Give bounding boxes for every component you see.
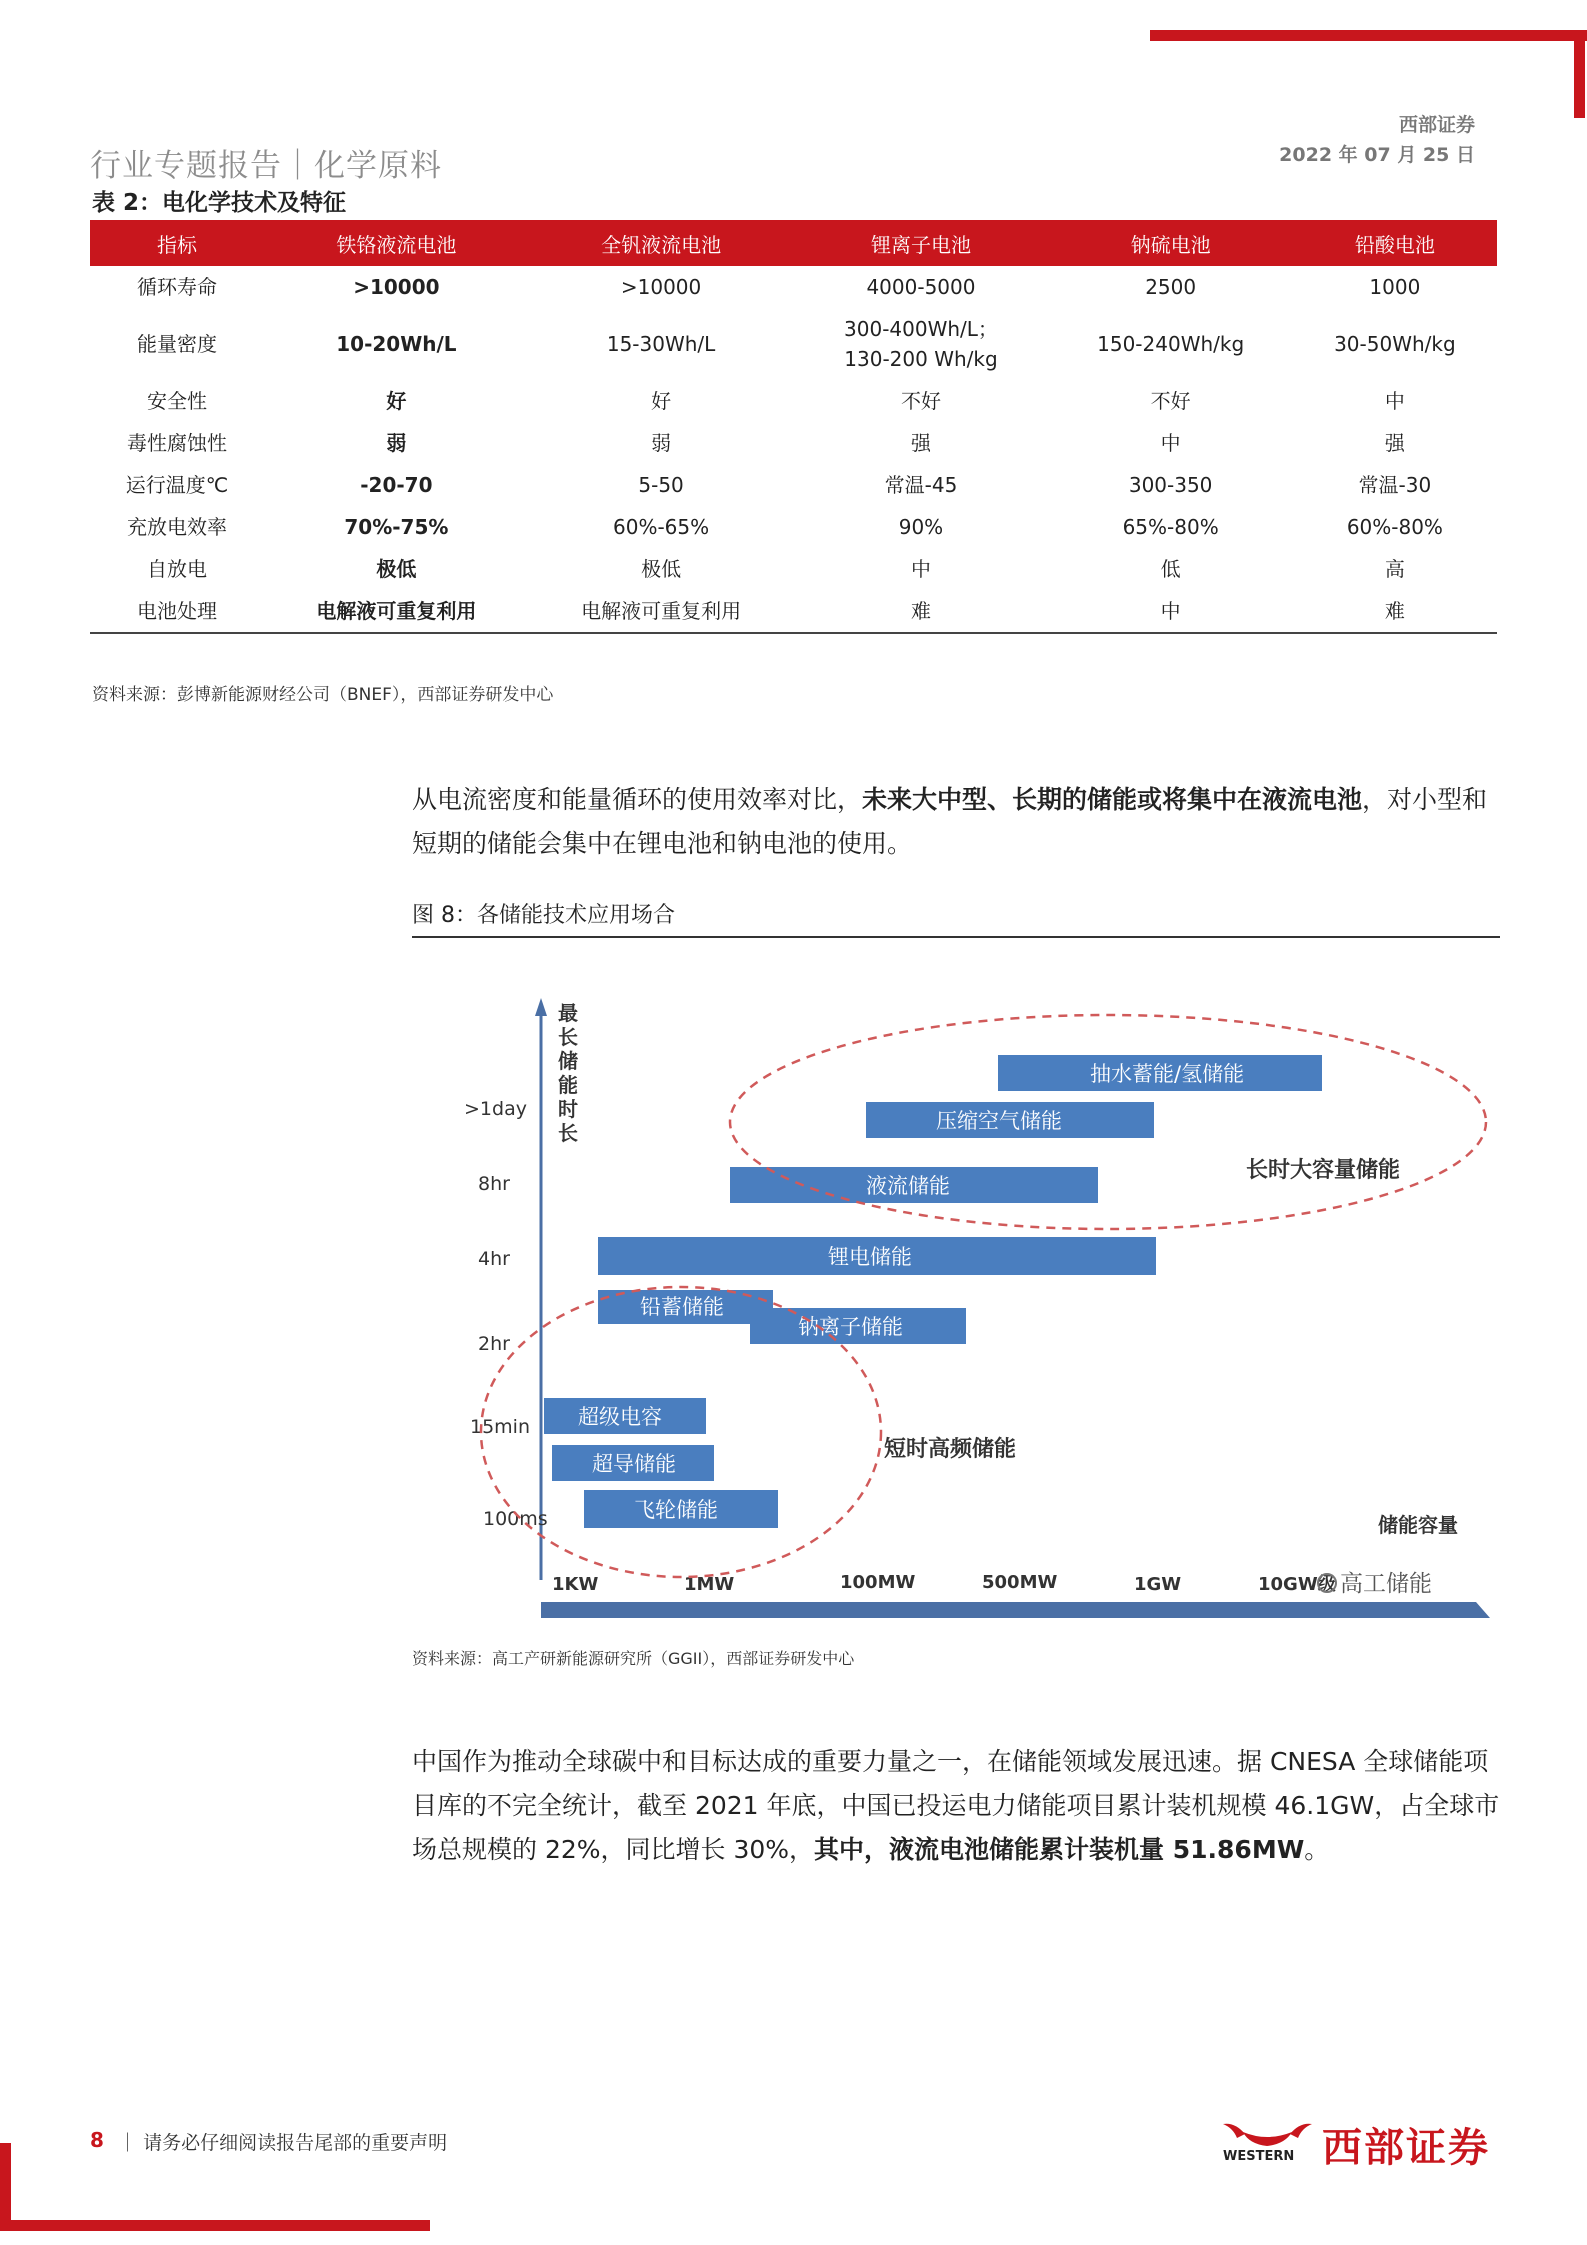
table-header-cell: 锂离子电池 xyxy=(793,220,1048,266)
table-cell: 弱 xyxy=(386,431,407,455)
paragraph-2-emphasis: 其中，液流电池储能累计装机量 51.86MW xyxy=(814,1835,1305,1864)
bar-label: 压缩空气储能 xyxy=(936,1109,1062,1133)
group-label-long: 长时大容量储能 xyxy=(1246,1158,1401,1183)
x-tick: 10GW级 xyxy=(1258,1574,1336,1595)
paragraph-1-emphasis: 未来大中型、长期的储能或将集中在液流电池 xyxy=(862,785,1363,814)
table-row xyxy=(90,590,1497,633)
logo-small-text: WESTERN xyxy=(1223,2149,1295,2164)
y-axis-title-char: 长 xyxy=(558,1121,581,1145)
paragraph-1-text: 从电流密度和能量循环的使用效率对比， xyxy=(412,785,863,814)
table-cell: 电解液可重复利用 xyxy=(264,590,529,633)
table-cell: 300-350 xyxy=(1128,473,1213,497)
table-title: 表 2：电化学技术及特征 xyxy=(92,190,347,216)
bar-label: 液流储能 xyxy=(866,1174,950,1198)
paragraph-1 xyxy=(412,778,1500,866)
company-logo-text: 西部证券 xyxy=(1322,2125,1490,2171)
bar-label: 超导储能 xyxy=(592,1452,676,1476)
table-cell: 难 xyxy=(793,590,1048,633)
table-row xyxy=(90,380,1497,422)
table-row xyxy=(90,422,1497,464)
y-axis-title xyxy=(558,1001,581,1145)
table-cell xyxy=(793,308,1048,380)
bar-label: 锂电储能 xyxy=(828,1245,912,1269)
table-cell: 中 xyxy=(1049,590,1293,633)
row-label: 自放电 xyxy=(147,557,208,581)
table-cell: 好 xyxy=(386,389,407,413)
table-cell: 低 xyxy=(1160,557,1181,581)
table-cell: 电解液可重复利用 xyxy=(529,590,794,633)
header-company: 西部证券 xyxy=(1398,114,1475,136)
x-axis-arrow-icon xyxy=(541,1602,1490,1618)
x-tick: 1KW xyxy=(552,1574,599,1595)
x-tick: 1MW xyxy=(684,1574,735,1595)
row-label: 毒性腐蚀性 xyxy=(127,431,228,455)
table-cell: 常温-45 xyxy=(884,473,958,497)
table-cell: 60%-65% xyxy=(613,515,710,539)
corner-frame-left xyxy=(0,2143,11,2231)
table-cell: 4000-5000 xyxy=(866,275,976,299)
y-tick: 2hr xyxy=(478,1333,510,1355)
corner-frame-bottom xyxy=(0,2220,430,2231)
paragraph-2-text: 中国作为推动全球碳中和目标达成的重要力量之一，在储能领域发展迅速。据 CNESA 全球储能项目库的不完全统计，截至 2021 年底，中国已投运电力储能项目累计装机规模 46.1GW，占全球市场总规模的 22%，同比增长 30%， xyxy=(412,1747,1500,1864)
table-cell: 65%-80% xyxy=(1122,515,1219,539)
table-cell: 10-20Wh/L xyxy=(336,332,457,356)
report-date: 2022 年 07 月 25 日 xyxy=(1279,144,1475,166)
y-axis-title-char: 储 xyxy=(558,1049,581,1073)
table-header-cell: 指标 xyxy=(90,220,264,266)
row-label: 安全性 xyxy=(147,389,208,413)
footer-notice: ｜ 请务必仔细阅读报告尾部的重要声明 xyxy=(112,2132,448,2154)
paragraph-2-tail: 。 xyxy=(1304,1835,1330,1864)
y-tick: 15min xyxy=(470,1416,531,1438)
y-tick: >1day xyxy=(464,1098,527,1120)
table-cell-line: 130-200 Wh/kg xyxy=(844,347,998,371)
table-cell: 30-50Wh/kg xyxy=(1334,332,1456,356)
y-tick: 4hr xyxy=(478,1248,510,1270)
y-axis-title-char: 最 xyxy=(558,1001,581,1025)
table-header-cell: 钠硫电池 xyxy=(1049,220,1293,266)
corner-frame-right xyxy=(1574,30,1585,118)
x-axis-title: 储能容量 xyxy=(1378,1513,1458,1537)
table-cell: 强 xyxy=(1384,431,1405,455)
tech-comparison-table xyxy=(90,220,1497,634)
bull-logo-icon xyxy=(1215,2118,1320,2164)
table-cell: 中 xyxy=(1160,431,1181,455)
diagram-svg xyxy=(458,990,1498,1630)
table-header-cell: 全钒液流电池 xyxy=(529,220,794,266)
table-cell: 90% xyxy=(898,515,944,539)
table-cell: -20-70 xyxy=(360,473,433,497)
report-type: 行业专题报告｜化学原料 xyxy=(90,148,442,184)
table-row xyxy=(90,548,1497,590)
table-cell: 5-50 xyxy=(638,473,684,497)
table-cell: 中 xyxy=(1384,389,1405,413)
y-axis-title-char: 时 xyxy=(558,1097,581,1121)
y-axis-arrow-icon xyxy=(535,998,547,1016)
watermark: 高工储能 xyxy=(1340,1571,1432,1597)
table-row xyxy=(90,464,1497,506)
y-tick: 100ms xyxy=(483,1508,548,1530)
page-number: 8 xyxy=(90,2128,104,2152)
table-cell-line: 300-400Wh/L； xyxy=(844,317,998,341)
x-tick: 500MW xyxy=(982,1572,1058,1593)
table-cell: >10000 xyxy=(620,275,702,299)
company-logo-icon xyxy=(1215,2118,1320,2168)
bar-label: 钠离子储能 xyxy=(798,1315,903,1339)
row-label: 运行温度℃ xyxy=(125,473,229,497)
table-cell: 难 xyxy=(1293,590,1497,633)
table-cell: 极低 xyxy=(641,557,682,581)
table-cell: 弱 xyxy=(651,431,672,455)
table-cell: 强 xyxy=(910,431,931,455)
corner-frame-top xyxy=(1150,30,1587,41)
figure-title: 图 8：各储能技术应用场合 xyxy=(412,903,675,928)
group-label-short: 短时高频储能 xyxy=(884,1437,1017,1462)
table-header-row xyxy=(90,220,1497,266)
table-header-cell: 铅酸电池 xyxy=(1293,220,1497,266)
table-cell: 1000 xyxy=(1369,275,1421,299)
y-axis-title-char: 能 xyxy=(558,1073,581,1097)
bar-label: 抽水蓄能/氢储能 xyxy=(1090,1062,1245,1086)
table-row xyxy=(90,308,1497,380)
table-cell: 常温-30 xyxy=(1358,473,1432,497)
table-cell: 不好 xyxy=(1150,389,1191,413)
table-source: 资料来源：彭博新能源财经公司（BNEF），西部证券研发中心 xyxy=(92,685,554,705)
storage-application-diagram xyxy=(458,990,1498,1634)
table-cell: 好 xyxy=(651,389,672,413)
paragraph-2 xyxy=(412,1740,1500,1872)
table-cell: 2500 xyxy=(1145,275,1197,299)
x-tick: 100MW xyxy=(840,1572,916,1593)
table-cell: 60%-80% xyxy=(1346,515,1443,539)
bar-label: 飞轮储能 xyxy=(634,1498,718,1522)
table-row xyxy=(90,506,1497,548)
table-cell: >10000 xyxy=(353,275,440,299)
row-label: 循环寿命 xyxy=(137,275,218,299)
row-label: 电池处理 xyxy=(90,590,264,633)
x-tick: 1GW xyxy=(1134,1574,1182,1595)
row-label: 能量密度 xyxy=(137,332,218,356)
paragraph-1-tail: ，对小型和短期的储能会集中在锂电池和钠电池的使用。 xyxy=(412,785,1488,858)
table-header-cell: 铁铬液流电池 xyxy=(264,220,529,266)
figure-source: 资料来源：高工产研新能源研究所（GGII），西部证券研发中心 xyxy=(412,1649,855,1668)
table-cell: 不好 xyxy=(900,389,941,413)
table-cell: 中 xyxy=(910,557,931,581)
y-tick: 8hr xyxy=(478,1173,510,1195)
table-cell: 高 xyxy=(1384,557,1405,581)
row-label: 充放电效率 xyxy=(127,515,228,539)
bar-label: 铅蓄储能 xyxy=(640,1295,724,1319)
footer-notice-text: 请务必仔细阅读报告尾部的重要声明 xyxy=(143,2132,448,2154)
table-cell: 极低 xyxy=(376,557,417,581)
y-axis-title-char: 长 xyxy=(558,1025,581,1049)
bar-label: 超级电容 xyxy=(578,1405,662,1429)
table-cell: 15-30Wh/L xyxy=(606,332,716,356)
table-row xyxy=(90,266,1497,308)
table-cell: 150-240Wh/kg xyxy=(1097,332,1245,356)
table-cell: 70%-75% xyxy=(344,515,449,539)
figure-title-rule xyxy=(412,936,1500,938)
